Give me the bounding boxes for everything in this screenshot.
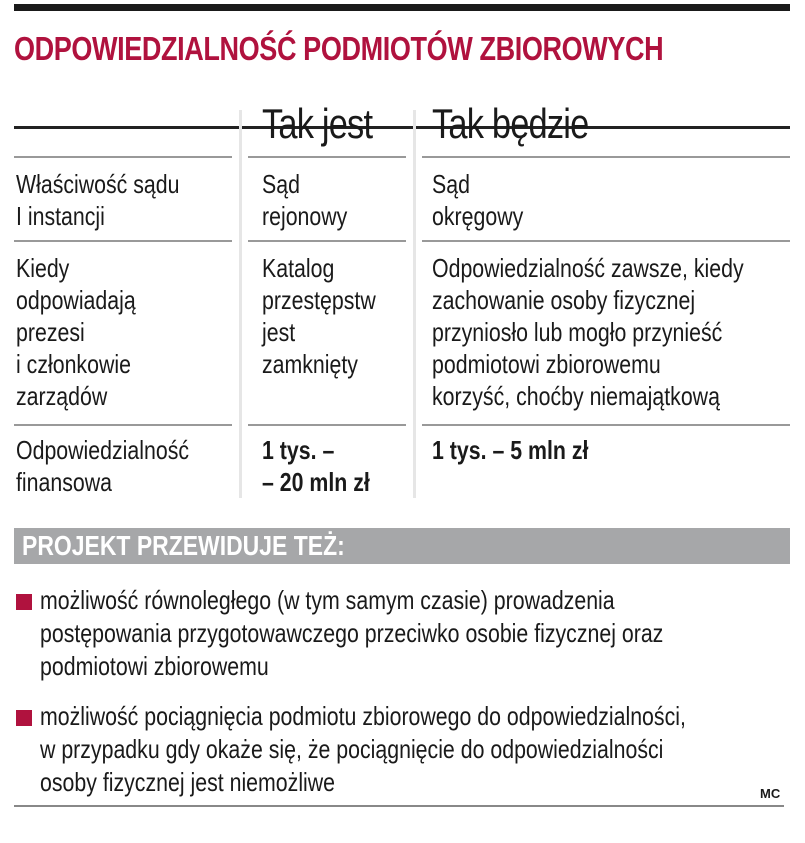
cell-line: – 20 mln zł [262, 467, 370, 497]
cell-line: zarządów [16, 381, 108, 411]
row-rule [248, 156, 406, 158]
bullet-line: w przypadku gdy okaże się, że pociągnięcie do odpowiedzialności [40, 734, 664, 764]
row-rule [248, 424, 406, 426]
cell-line: korzyść, choćby niemajątkową [432, 381, 720, 411]
cell-line: zamknięty [262, 349, 358, 379]
column-separator [239, 110, 242, 498]
cell-line: jest [262, 317, 296, 347]
author-credit: MC [760, 786, 781, 801]
cell-line: podmiotowi zbiorowemu [432, 349, 661, 379]
bullet-line: możliwość pociągnięcia podmiotu zbiorowego do odpowiedzialności, [40, 701, 686, 731]
row-rule [422, 424, 790, 426]
cell-line: Katalog [262, 253, 335, 283]
cell-line: Odpowiedzialność zawsze, kiedy [432, 253, 744, 283]
section-header [14, 528, 790, 564]
cell-label [16, 434, 189, 498]
row-rule [248, 240, 406, 242]
title-rule [14, 126, 790, 129]
cell-line: 1 tys. – [262, 435, 335, 465]
row-rule [14, 424, 232, 426]
cell-line: i członkowie [16, 349, 131, 379]
cell-now [262, 252, 376, 380]
bullet-line: postępowania przygotowawczego przeciwko osobie fizycznej oraz [40, 618, 664, 648]
cell-line: odpowiadają [16, 285, 136, 315]
cell-line: przestępstw [262, 285, 376, 315]
cell-line: finansowa [16, 467, 113, 497]
cell-line: Sąd [432, 169, 470, 199]
cell-label [16, 168, 180, 232]
bullet-line: osoby fizycznej jest niemożliwe [40, 767, 336, 797]
cell-line: Odpowiedzialność [16, 435, 190, 465]
cell-line: I instancji [16, 201, 105, 231]
bullet-square-icon [16, 710, 32, 726]
cell-line: okręgowy [432, 201, 524, 231]
infographic-title: ODPOWIEDZIALNOŚĆ PODMIOTÓW ZBIOROWYCH [14, 30, 664, 67]
row-rule [14, 240, 232, 242]
cell-line: zachowanie osoby fizycznej [432, 285, 696, 315]
cell-line: Kiedy [16, 253, 70, 283]
cell-future [432, 434, 588, 466]
cell-line: rejonowy [262, 201, 348, 231]
cell-future [432, 252, 744, 412]
column-header-future: Tak będzie [432, 100, 589, 147]
column-separator [413, 110, 416, 498]
bullet-line: możliwość równoległego (w tym samym czasie) prowadzenia [40, 585, 615, 615]
section-title: PROJEKT PRZEWIDUJE TEŻ: [22, 530, 345, 561]
cell-line: 1 tys. – 5 mln zł [432, 435, 589, 465]
row-rule [422, 240, 790, 242]
bottom-rule [14, 805, 784, 807]
bullet-square-icon [16, 594, 32, 610]
bullet-item [40, 584, 663, 683]
row-rule [14, 156, 232, 158]
cell-line: prezesi [16, 317, 85, 347]
bullet-line: podmiotowi zbiorowemu [40, 651, 269, 681]
cell-line: Sąd [262, 169, 300, 199]
cell-line: Właściwość sądu [16, 169, 180, 199]
bullet-item [40, 700, 686, 799]
cell-now [262, 168, 347, 232]
cell-line: przyniosło lub mogło przynieść [432, 317, 723, 347]
cell-future [432, 168, 523, 232]
top-rule [14, 4, 790, 11]
row-rule [422, 156, 790, 158]
column-header-now: Tak jest [262, 100, 373, 147]
cell-now [262, 434, 370, 498]
cell-label [16, 252, 136, 412]
